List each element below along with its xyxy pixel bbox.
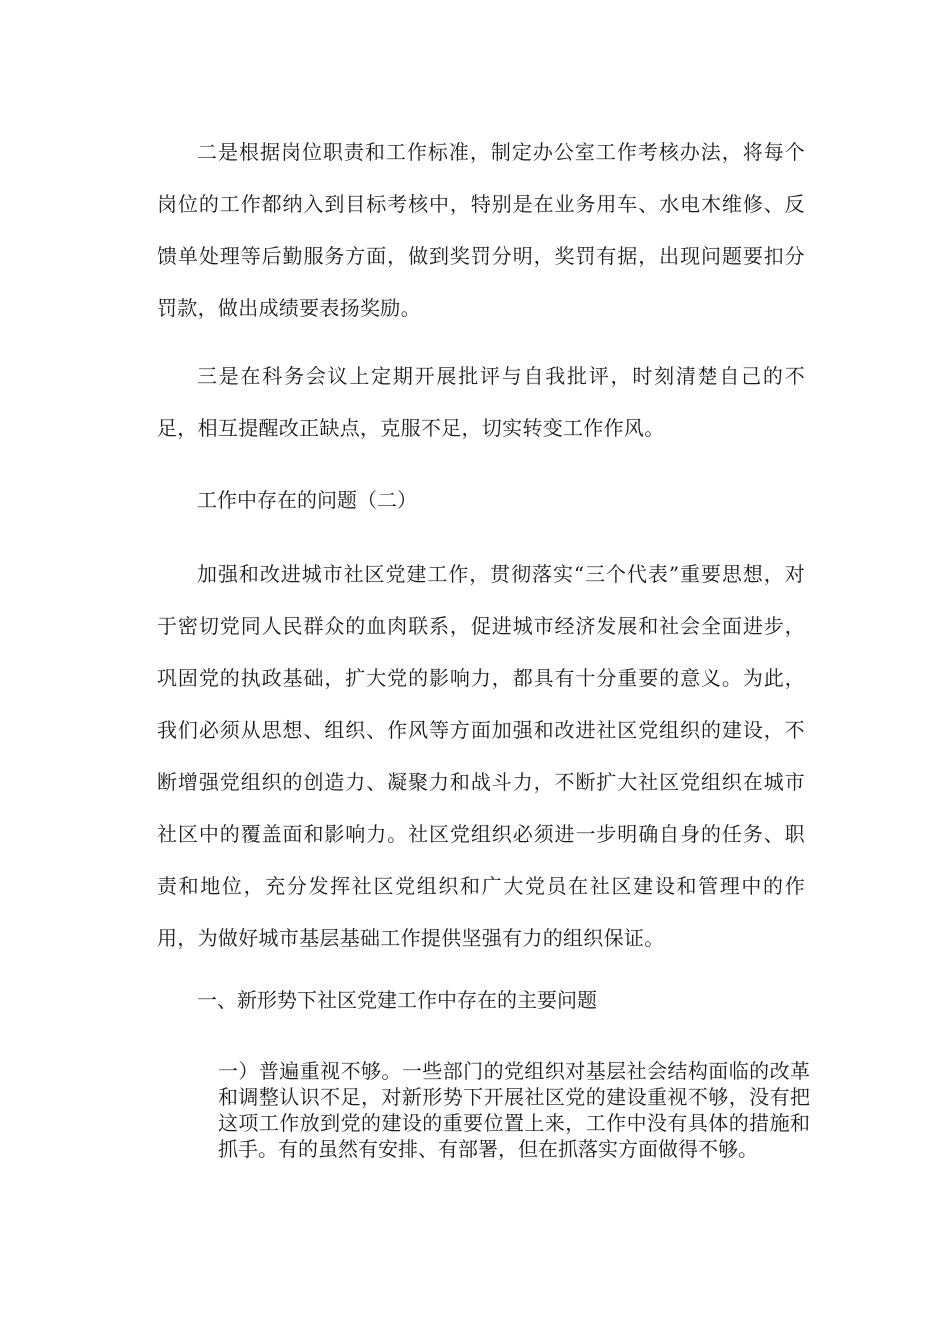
intro-paragraph: 加强和改进城市社区党建工作，贯彻落实“三个代表”重要思想，对于密切党同人民群众的血肉联系，促进城市经济发展和社会全面进步，巩固党的执政基础，扩大党的影响力，都具有十分重要的意义。为此，我们必须从思想、组织、作风等方面加强和改进社区党组织的建设，不断增强党组织的创造力、凝聚力和战斗力，不断扩大社区党组织在城市社区中的覆盖面和影响力。社区党组织必须进一步明确自身的任务、职责和地位，充分发挥社区党组织和广大党员在社区建设和管理中的作用，为做好城市基层基础工作提供坚强有力的组织保证。	[157, 562, 805, 950]
point-1-paragraph: 一）普遍重视不够。一些部门的党组织对基层社会结构面临的改革和调整认识不足，对新形势下开展社区党的建设重视不够，没有把这项工作放到党的建设的重要位置上来，工作中没有具体的措施和抓手。有的虽然有安排、有部署，但在抓落实方面做得不够。	[218, 1059, 810, 1161]
paragraph-assessment-method: 二是根据岗位职责和工作标准，制定办公室工作考核办法，将每个岗位的工作都纳入到目标考核中，特别是在业务用车、水电木维修、反馈单处理等后勤服务方面，做到奖罚分明，奖罚有据，出现问题要扣分罚款，做出成绩要表扬奖励。	[157, 140, 805, 320]
section-heading: 工作中存在的问题（二）	[197, 488, 417, 512]
subsection-heading: 一、新形势下社区党建工作中存在的主要问题	[197, 988, 597, 1012]
paragraph-criticism-meeting: 三是在科务会议上定期开展批评与自我批评，时刻清楚自己的不足，相互提醒改正缺点，克服不足，切实转变工作作风。	[157, 364, 805, 440]
